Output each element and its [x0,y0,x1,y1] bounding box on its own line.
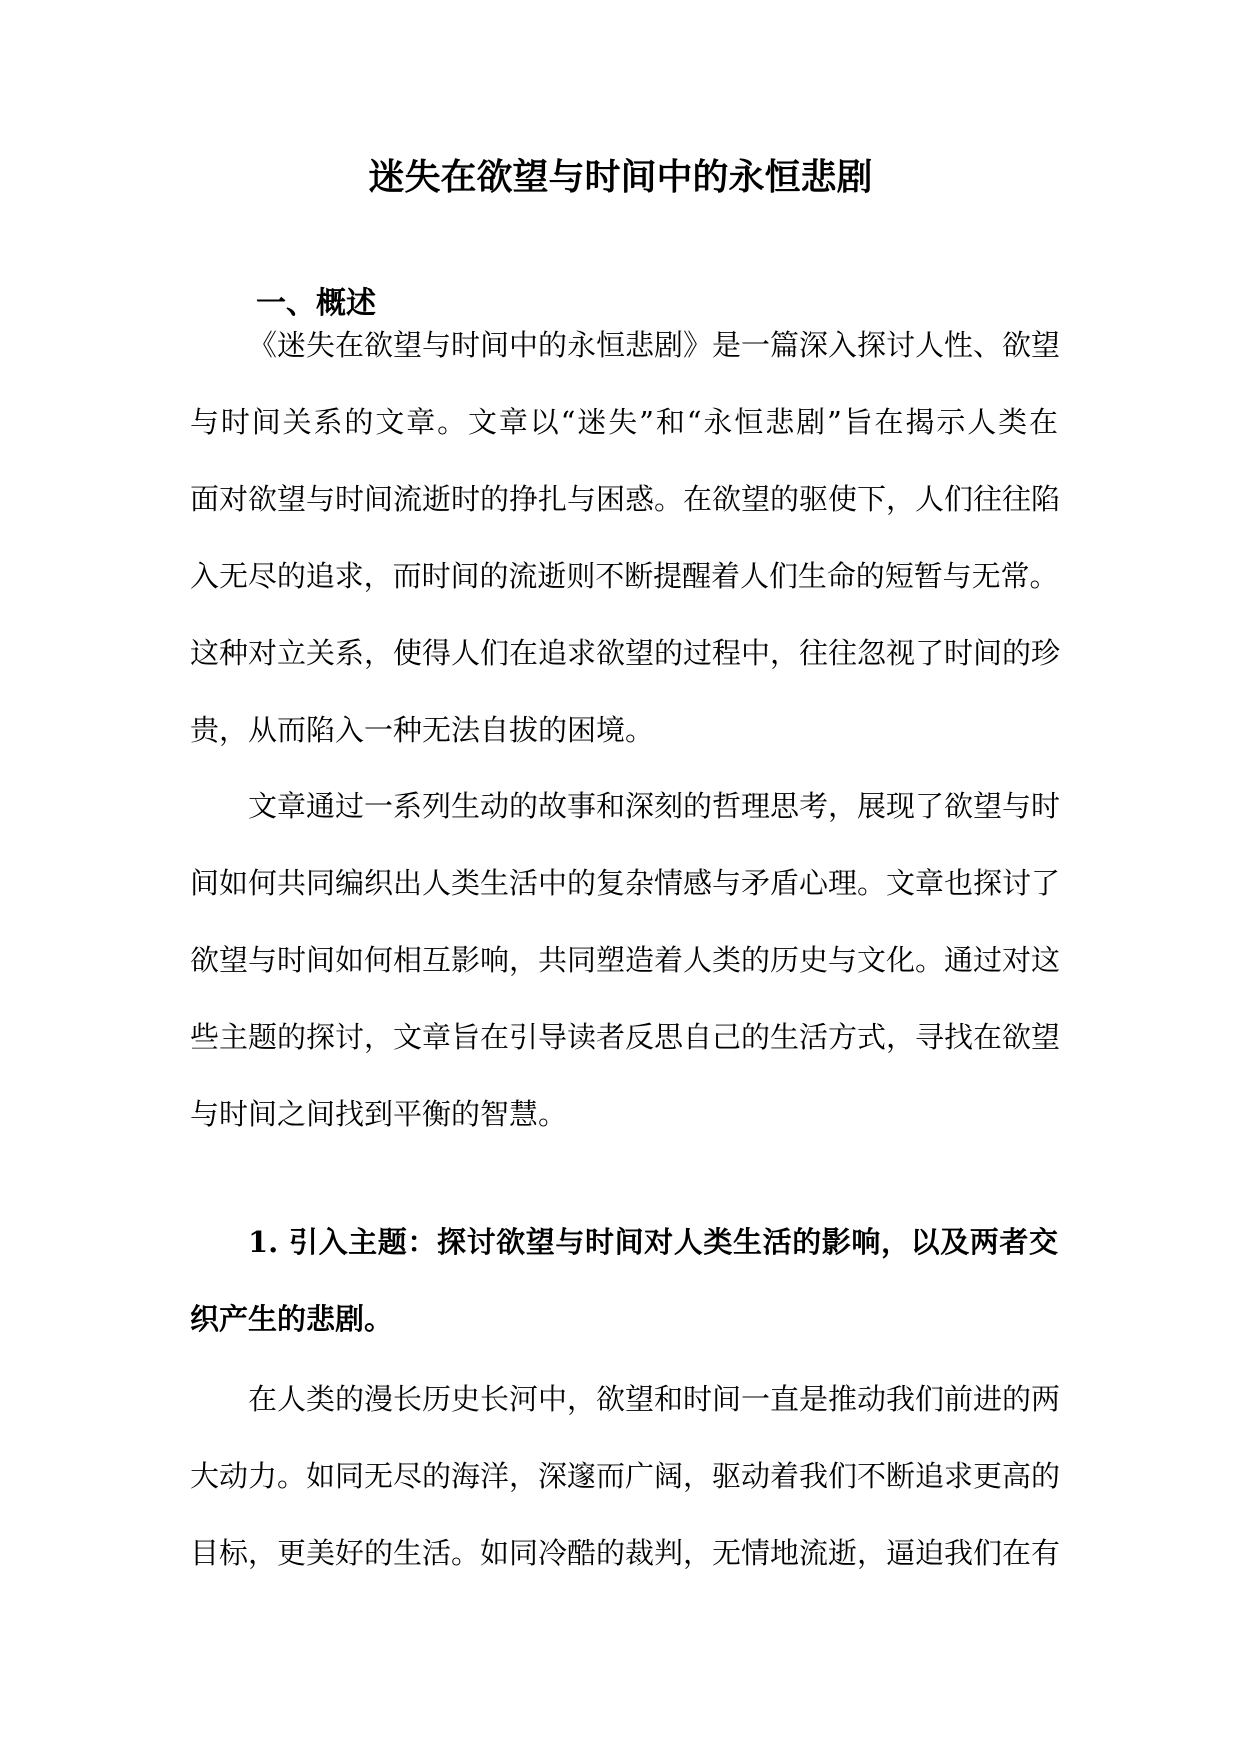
paragraph-line: 与时间关系的文章。文章以“迷失”和“永恒悲剧”旨在揭示人类在 [190,405,1058,439]
paragraph-line: 大动力。如同无尽的海洋，深邃而广阔，驱动着我们不断追求更高的 [190,1459,1061,1493]
paragraph-line: 在人类的漫长历史长河中，欲望和时间一直是推动我们前进的两 [248,1382,1061,1416]
section-heading-overview: 一、概述 [256,286,376,321]
paragraph-overview-1 [190,307,1061,769]
paragraph-line: 《迷失在欲望与时间中的永恒悲剧》是一篇深入探讨人性、欲望 [248,328,1061,362]
paragraph-line: 间如何共同编织出人类生活中的复杂情感与矛盾心理。文章也探讨了 [190,866,1061,900]
paragraph-line: 目标，更美好的生活。如同冷酷的裁判，无情地流逝，逼迫我们在有 [190,1536,1061,1570]
subheading-introduce-theme [190,1204,1058,1358]
paragraph-line: 文章通过一系列生动的故事和深刻的哲理思考，展现了欲望与时 [248,789,1061,823]
paragraph-line: 贵，从而陷入一种无法自拔的困境。 [190,713,655,747]
paragraph-line: 与时间之间找到平衡的智慧。 [190,1097,568,1131]
document-title: 迷失在欲望与时间中的永恒悲剧 [368,156,873,198]
paragraph-line: 面对欲望与时间流逝时的挣扎与困惑。在欲望的驱使下，人们往往陷 [190,482,1061,516]
paragraph-line: 欲望与时间如何相互影响，共同塑造着人类的历史与文化。通过对这 [190,943,1061,977]
subheading-line: 1. 引入主题：探讨欲望与时间对人类生活的影响，以及两者交 [248,1225,1058,1259]
paragraph-introduce-theme [190,1361,1061,1592]
paragraph-overview-2 [190,768,1061,1153]
paragraph-line: 这种对立关系，使得人们在追求欲望的过程中，往往忽视了时间的珍 [190,636,1061,670]
paragraph-line: 入无尽的追求，而时间的流逝则不断提醒着人们生命的短暂与无常。 [190,559,1058,593]
paragraph-line: 些主题的探讨，文章旨在引导读者反思自己的生活方式，寻找在欲望 [190,1020,1061,1054]
subheading-line: 织产生的悲剧。 [190,1302,394,1336]
